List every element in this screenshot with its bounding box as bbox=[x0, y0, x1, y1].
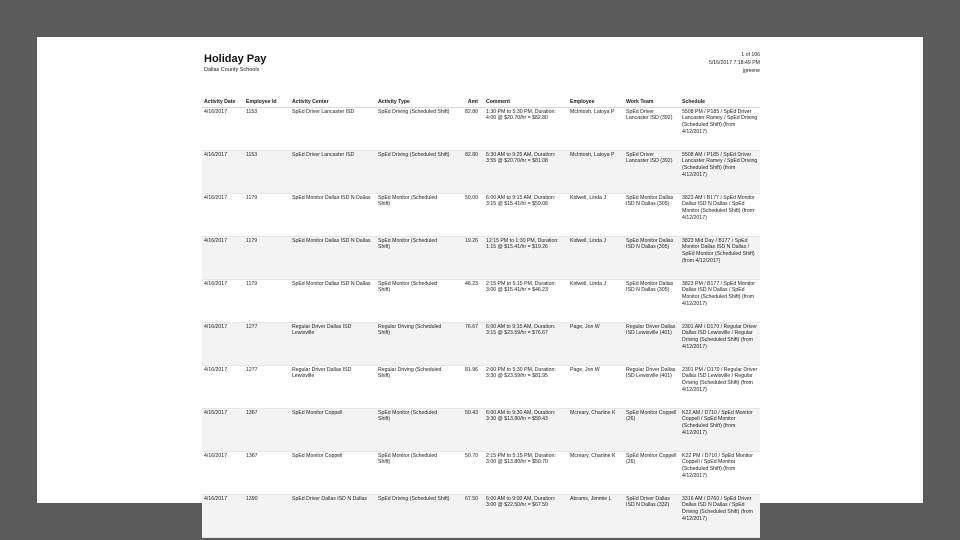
header-work-team: Work Team bbox=[624, 99, 680, 107]
cell-activity-type: SpEd Monitor (Scheduled Shift) bbox=[376, 236, 452, 279]
table-row bbox=[202, 236, 760, 279]
table-row bbox=[202, 107, 760, 150]
report-subtitle: Dallas County Schools bbox=[204, 67, 260, 73]
cell-comment: 2:15 PM to 5:15 PM, Duration: 3:00 @ $13.80/hr = $50.70 bbox=[484, 451, 568, 494]
cell-schedule: 3823 PM / B177 / SpEd Monitor Dallas ISD N Dallas / SpEd Monitor (Scheduled Shift) (from 4/12/2017) bbox=[680, 279, 760, 322]
cell-activity-date: 4/16/2017 bbox=[202, 193, 244, 236]
cell-activity-date: 4/16/2017 bbox=[202, 322, 244, 365]
cell-comment: 5:30 AM to 9:25 AM, Duration: 3:55 @ $20.70/hr = $81.08 bbox=[484, 150, 568, 193]
cell-activity-date: 4/16/2017 bbox=[202, 408, 244, 451]
cell-activity-type: SpEd Driving (Scheduled Shift) bbox=[376, 107, 452, 150]
holiday-pay-table bbox=[202, 99, 760, 538]
cell-activity-center: SpEd Monitor Dallas ISD N Dallas bbox=[290, 236, 376, 279]
table-row bbox=[202, 365, 760, 408]
page-info: 1 of 106 bbox=[741, 52, 760, 58]
cell-comment: 6:00 AM to 9:15 AM, Duration: 3:15 @ $23.59/hr = $76.67 bbox=[484, 322, 568, 365]
cell-activity-type: Regular Driving (Scheduled Shift) bbox=[376, 322, 452, 365]
cell-employee: Mcreary, Charline K bbox=[568, 451, 624, 494]
cell-work-team: Regular Driver Dallas ISD Lewisville (401) bbox=[624, 365, 680, 408]
cell-work-team: SpEd Driver Dallas ISD N Dallas (332) bbox=[624, 494, 680, 537]
cell-amt: 50.70 bbox=[452, 451, 484, 494]
cell-employee-id: 1179 bbox=[244, 193, 290, 236]
cell-comment: 1:30 PM to 5:30 PM, Duration: 4:00 @ $20.70/hr = $82.80 bbox=[484, 107, 568, 150]
header-amt: Amt bbox=[452, 99, 484, 107]
cell-employee: Kidwell, Linda J bbox=[568, 236, 624, 279]
header-activity-date: Activity Date bbox=[202, 99, 244, 107]
cell-activity-center: Regular Driver Dallas ISD Lewisville bbox=[290, 365, 376, 408]
cell-employee-id: 1153 bbox=[244, 107, 290, 150]
cell-employee: Kidwell, Linda J bbox=[568, 279, 624, 322]
cell-employee-id: 1277 bbox=[244, 322, 290, 365]
cell-comment: 6:00 AM to 9:30 AM, Duration: 3:30 @ $13.80/hr = $50.43 bbox=[484, 408, 568, 451]
cell-activity-date: 4/16/2017 bbox=[202, 279, 244, 322]
cell-activity-date: 4/16/2017 bbox=[202, 365, 244, 408]
cell-schedule: K22 PM / D710 / SpEd Monitor Coppell / SpEd Monitor (Scheduled Shift) (from 4/12/2017) bbox=[680, 451, 760, 494]
table-row bbox=[202, 322, 760, 365]
cell-comment: 6:00 AM to 9:00 AM, Duration: 3:00 @ $22.50/hr = $67.50 bbox=[484, 494, 568, 537]
cell-work-team: Regular Driver Dallas ISD Lewisville (401) bbox=[624, 322, 680, 365]
cell-work-team: SpEd Driver Lancaster ISD (392) bbox=[624, 150, 680, 193]
cell-schedule: 2301 AM / D170 / Regular Driver Dallas ISD Lewisville / Regular Driving (Scheduled Shift) (from 4/12/2017) bbox=[680, 322, 760, 365]
cell-amt: 82.80 bbox=[452, 107, 484, 150]
cell-employee: Page, Jon W bbox=[568, 365, 624, 408]
cell-activity-type: SpEd Driving (Scheduled Shift) bbox=[376, 494, 452, 537]
cell-activity-center: SpEd Driver Lancaster ISD bbox=[290, 107, 376, 150]
cell-employee: McIntosh, Latoya P bbox=[568, 107, 624, 150]
report-meta bbox=[709, 51, 760, 75]
cell-schedule: 5508 PM / P185 / SpEd Driver Lancaster Ramey / SpEd Driving (Scheduled Shift) (from 4/12/2017) bbox=[680, 107, 760, 150]
cell-work-team: SpEd Monitor Coppell (26) bbox=[624, 451, 680, 494]
cell-activity-type: SpEd Monitor (Scheduled Shift) bbox=[376, 279, 452, 322]
cell-activity-date: 4/16/2017 bbox=[202, 150, 244, 193]
cell-work-team: SpEd Driver Lancaster ISD (392) bbox=[624, 107, 680, 150]
cell-employee-id: 1277 bbox=[244, 365, 290, 408]
cell-schedule: 5508 AM / P185 / SpEd Driver Lancaster Ramey / SpEd Driving (Scheduled Shift) (from 4/12/2017) bbox=[680, 150, 760, 193]
cell-activity-date: 4/16/2017 bbox=[202, 107, 244, 150]
report-page bbox=[37, 37, 923, 522]
report-title: Holiday Pay bbox=[204, 53, 267, 65]
cell-schedule: 2301 PM / D170 / Regular Driver Dallas ISD Lewisville / Regular Driving (Scheduled Shift) (from 4/12/2017) bbox=[680, 365, 760, 408]
header-comment: Comment bbox=[484, 99, 568, 107]
cell-employee: Mcreary, Charline K bbox=[568, 408, 624, 451]
cell-activity-center: SpEd Monitor Coppell bbox=[290, 408, 376, 451]
cell-activity-date: 4/16/2017 bbox=[202, 451, 244, 494]
cell-activity-center: SpEd Monitor Dallas ISD N Dallas bbox=[290, 193, 376, 236]
cell-amt: 81.96 bbox=[452, 365, 484, 408]
header-schedule: Schedule bbox=[680, 99, 760, 107]
cell-schedule: 3823 Mid Day / B177 / SpEd Monitor Dallas ISD N Dallas / SpEd Monitor (Scheduled Shift) (from 4/12/2017) bbox=[680, 236, 760, 279]
cell-comment: 12:15 PM to 1:30 PM, Duration: 1:15 @ $15.41/hr = $19.26 bbox=[484, 236, 568, 279]
cell-amt: 67.50 bbox=[452, 494, 484, 537]
cell-employee-id: 1179 bbox=[244, 279, 290, 322]
cell-amt: 19.26 bbox=[452, 236, 484, 279]
cell-employee: Kidwell, Linda J bbox=[568, 193, 624, 236]
cell-activity-date: 4/16/2017 bbox=[202, 494, 244, 537]
cell-employee-id: 1390 bbox=[244, 494, 290, 537]
report-date-time: 5/16/2017 7:18:49 PM bbox=[708, 60, 760, 66]
cell-schedule: 3316 AM / D760 / SpEd Driver Dallas ISD N Dallas / SpEd Driving (Scheduled Shift) (from 4/12/2017) bbox=[680, 494, 760, 537]
cell-activity-date: 4/16/2017 bbox=[202, 236, 244, 279]
cell-amt: 46.23 bbox=[452, 279, 484, 322]
cell-employee: McIntosh, Latoya P bbox=[568, 150, 624, 193]
header-activity-type: Activity Type bbox=[376, 99, 452, 107]
table-row bbox=[202, 494, 760, 537]
cell-amt: 50.43 bbox=[452, 408, 484, 451]
report-user: jgreene bbox=[742, 68, 760, 74]
header-activity-center: Activity Center bbox=[290, 99, 376, 107]
cell-employee-id: 1179 bbox=[244, 236, 290, 279]
header-employee: Employee bbox=[568, 99, 624, 107]
cell-activity-center: SpEd Monitor Coppell bbox=[290, 451, 376, 494]
cell-activity-center: Regular Driver Dallas ISD Lewisville bbox=[290, 322, 376, 365]
cell-activity-center: SpEd Monitor Dallas ISD N Dallas bbox=[290, 279, 376, 322]
table-header-row bbox=[202, 99, 760, 107]
table-row bbox=[202, 279, 760, 322]
table-row bbox=[202, 150, 760, 193]
table-row bbox=[202, 193, 760, 236]
cell-amt: 76.67 bbox=[452, 322, 484, 365]
cell-schedule: K22 AM / D710 / SpEd Monitor Coppell / SpEd Monitor (Scheduled Shift) (from 4/12/2017) bbox=[680, 408, 760, 451]
cell-work-team: SpEd Monitor Coppell (26) bbox=[624, 408, 680, 451]
cell-comment: 2:00 PM to 5:30 PM, Duration: 3:30 @ $23.59/hr = $81.95 bbox=[484, 365, 568, 408]
cell-work-team: SpEd Monitor Dallas ISD N Dallas (305) bbox=[624, 279, 680, 322]
cell-employee-id: 1367 bbox=[244, 408, 290, 451]
cell-employee: Page, Jon W bbox=[568, 322, 624, 365]
cell-activity-center: SpEd Driver Dallas ISD N Dallas bbox=[290, 494, 376, 537]
cell-employee-id: 1367 bbox=[244, 451, 290, 494]
cell-employee: Abrams, Jimmie L bbox=[568, 494, 624, 537]
cell-activity-center: SpEd Driver Lancaster ISD bbox=[290, 150, 376, 193]
cell-amt: 50.00 bbox=[452, 193, 484, 236]
cell-amt: 82.80 bbox=[452, 150, 484, 193]
cell-work-team: SpEd Monitor Dallas ISD N Dallas (305) bbox=[624, 193, 680, 236]
cell-activity-type: SpEd Monitor (Scheduled Shift) bbox=[376, 193, 452, 236]
table-row bbox=[202, 408, 760, 451]
cell-activity-type: SpEd Driving (Scheduled Shift) bbox=[376, 150, 452, 193]
cell-activity-type: Regular Driving (Scheduled Shift) bbox=[376, 365, 452, 408]
cell-comment: 6:00 AM to 9:15 AM, Duration: 3:15 @ $15.41/hr = $50.08 bbox=[484, 193, 568, 236]
header-employee-id: Employee Id bbox=[244, 99, 290, 107]
cell-employee-id: 1153 bbox=[244, 150, 290, 193]
cell-schedule: 3823 AM / B177 / SpEd Monitor Dallas ISD N Dallas / SpEd Monitor (Scheduled Shift) (from 4/12/2017) bbox=[680, 193, 760, 236]
cell-activity-type: SpEd Monitor (Scheduled Shift) bbox=[376, 408, 452, 451]
table-row bbox=[202, 451, 760, 494]
cell-work-team: SpEd Monitor Dallas ISD N Dallas (305) bbox=[624, 236, 680, 279]
cell-comment: 2:15 PM to 5:15 PM, Duration: 3:00 @ $15.41/hr = $46.23 bbox=[484, 279, 568, 322]
cell-activity-type: SpEd Monitor (Scheduled Shift) bbox=[376, 451, 452, 494]
